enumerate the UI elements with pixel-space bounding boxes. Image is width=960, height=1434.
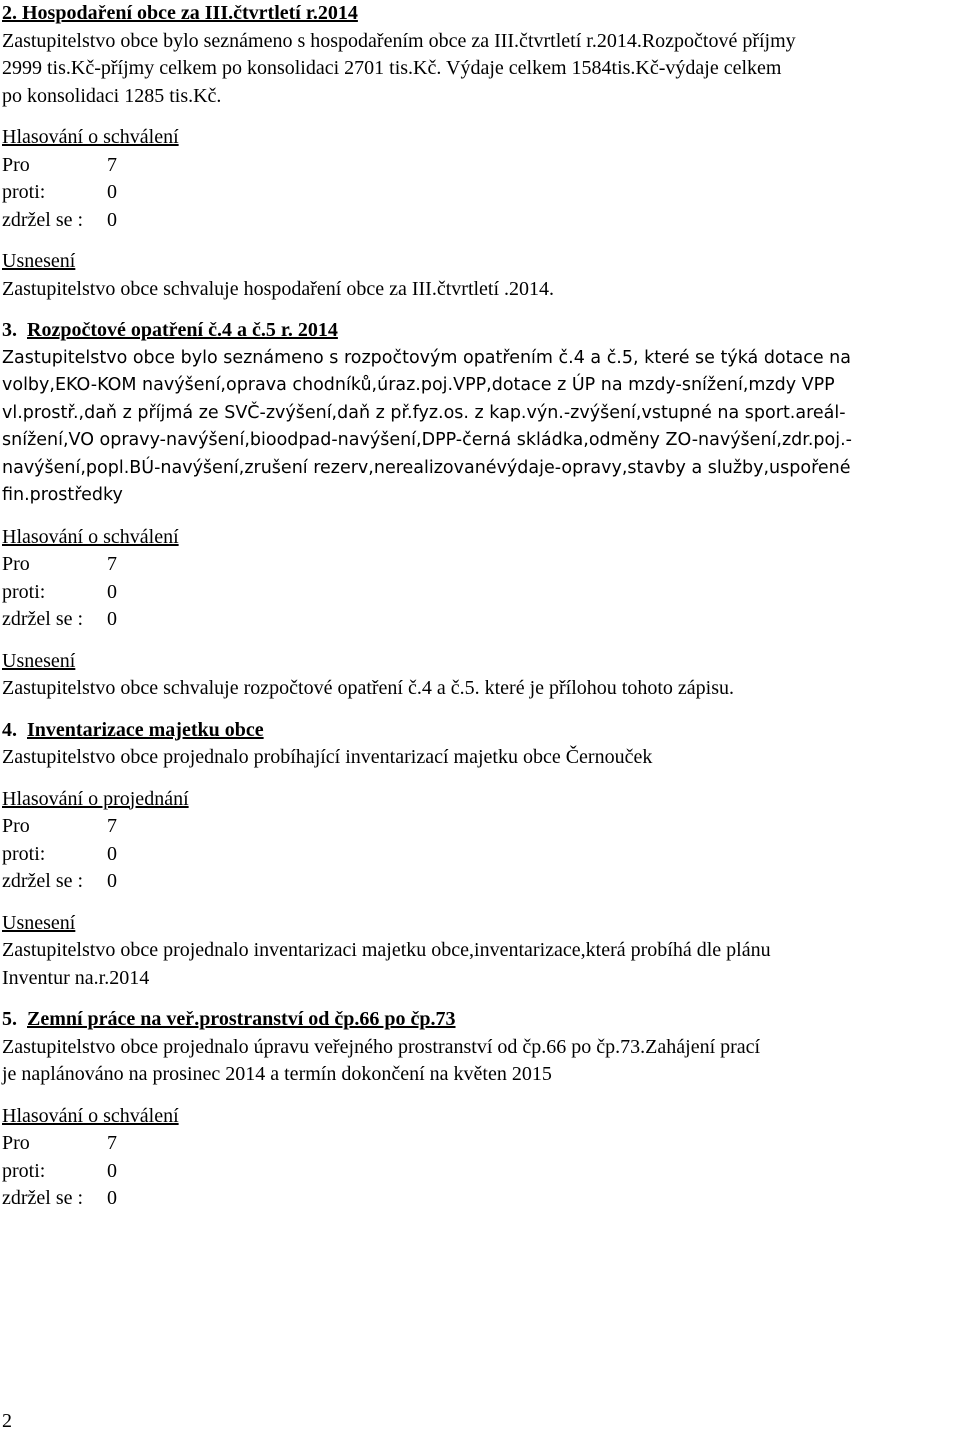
section-3-heading [2, 317, 952, 345]
vote-proti-value: 0 [107, 580, 117, 603]
section-4-heading-num: 4. [2, 718, 17, 741]
section-3-vote-pro [2, 551, 952, 579]
section-2-vote-pro [2, 152, 952, 180]
section-3-body-line-3: vl.prostř.,daň z příjmá ze SVČ-zvýšení,daň z př.fyz.os. z kap.výn.-zvýšení,vstupné na sport.areál- [2, 402, 846, 423]
section-4-vote-proti [2, 841, 952, 869]
vote-proti-value: 0 [107, 842, 117, 865]
section-2-resolution-title: Usnesení [2, 250, 76, 272]
section-3-vote-zdrzel [2, 606, 952, 634]
section-2-heading: 2. Hospodaření obce za III.čtvrtletí r.2014 [2, 2, 358, 24]
section-5-body-line-2: je naplánováno na prosinec 2014 a termín dokončení na květen 2015 [2, 1063, 552, 1085]
vote-pro-label: Pro [2, 553, 30, 575]
vote-zdrzel-label: zdržel se : [2, 208, 84, 231]
section-4-vote-pro [2, 813, 952, 841]
section-5-vote-pro [2, 1130, 952, 1158]
section-4-vote-zdrzel [2, 868, 952, 896]
section-3-body-line-6: fin.prostředky [2, 485, 123, 505]
section-2-vote-proti [2, 179, 952, 207]
vote-pro-label: Pro [2, 815, 30, 837]
section-3-body-line-4: snížení,VO opravy-navýšení,bioodpad-navýšení,DPP-černá skládka,odměny ZO-navýšení,zdr.poj.- [2, 430, 852, 450]
section-5-vote-zdrzel [2, 1185, 952, 1213]
section-4-resolution-title: Usnesení [2, 911, 76, 934]
section-5-vote-proti [2, 1158, 952, 1186]
section-3-body-line-5: navýšení,popl.BÚ-navýšení,zrušení rezerv,nerealizovanévýdaje-opravy,stavby a služby,uspořené [2, 457, 851, 478]
section-3-vote-proti [2, 579, 952, 607]
vote-pro-value: 7 [107, 153, 117, 176]
section-5-vote-title: Hlasování o schválení [2, 1104, 179, 1127]
vote-proti-label: proti: [2, 181, 46, 203]
vote-proti-value: 0 [107, 1159, 117, 1182]
section-4-vote-title: Hlasování o projednání [2, 787, 189, 810]
vote-proti-label: proti: [2, 580, 46, 603]
section-3-vote-title: Hlasování o schválení [2, 525, 179, 548]
vote-pro-label: Pro [2, 153, 30, 176]
section-3-resolution: Zastupitelstvo obce schvaluje rozpočtové opatření č.4 a č.5. které je přílohou tohoto zápisu. [2, 677, 734, 699]
vote-zdrzel-label: zdržel se : [2, 870, 84, 892]
vote-zdrzel-value: 0 [107, 1187, 117, 1209]
section-2-vote-zdrzel [2, 207, 952, 235]
section-5-heading-num: 5. [2, 1008, 17, 1030]
vote-pro-value: 7 [107, 553, 117, 575]
vote-proti-label: proti: [2, 842, 46, 865]
section-2-body-line-2: 2999 tis.Kč-příjmy celkem po konsolidaci 2701 tis.Kč. Výdaje celkem 1584tis.Kč-výdaje celkem [2, 57, 782, 79]
section-3-resolution-title: Usnesení [2, 649, 76, 672]
vote-proti-value: 0 [107, 181, 117, 203]
section-4-heading [2, 717, 952, 745]
vote-zdrzel-value: 0 [107, 870, 117, 892]
section-3-heading-num: 3. [2, 319, 17, 341]
section-4-resolution-line-2: Inventur na.r.2014 [2, 966, 150, 989]
section-2-resolution: Zastupitelstvo obce schvaluje hospodaření obce za III.čtvrtletí .2014. [2, 277, 555, 300]
section-2-body-line-1: Zastupitelstvo obce bylo seznámeno s hospodařením obce za III.čtvrtletí r.2014.Rozpočtové příjmy [2, 29, 796, 52]
section-4-body-line-1: Zastupitelstvo obce projednalo probíhající inventarizací majetku obce Černouček [2, 746, 653, 768]
section-4-resolution-line-1: Zastupitelstvo obce projednalo inventarizaci majetku obce,inventarizace,která probíhá dle plánu [2, 939, 771, 961]
section-2-body-line-3: po konsolidaci 1285 tis.Kč. [2, 84, 222, 107]
page-number: 2 [2, 1410, 12, 1432]
section-5-heading-text: Zemní práce na veř.prostranství od čp.66 po čp.73 [27, 1008, 456, 1030]
section-4-heading-text: Inventarizace majetku obce [27, 718, 264, 741]
vote-pro-label: Pro [2, 1132, 30, 1154]
section-3-heading-text: Rozpočtové opatření č.4 a č.5 r. 2014 [27, 319, 338, 341]
section-5-body-line-1: Zastupitelstvo obce projednalo úpravu veřejného prostranství od čp.66 po čp.73.Zahájení prací [2, 1035, 761, 1058]
vote-zdrzel-value: 0 [107, 208, 117, 231]
vote-pro-value: 7 [107, 1132, 117, 1154]
section-2-vote-title: Hlasování o schválení [2, 126, 179, 148]
document-page [2, 0, 952, 1213]
vote-pro-value: 7 [107, 815, 117, 837]
section-3-body-line-1: Zastupitelstvo obce bylo seznámeno s rozpočtovým opatřením č.4 a č.5, které se týká dotace na [2, 347, 851, 368]
vote-zdrzel-label: zdržel se : [2, 1187, 84, 1209]
section-5-heading [2, 1006, 952, 1034]
section-3-body-line-2: volby,EKO-KOM navýšení,oprava chodníků,úraz.poj.VPP,dotace z ÚP na mzdy-snížení,mzdy VPP [2, 375, 835, 395]
vote-zdrzel-label: zdržel se : [2, 608, 84, 630]
vote-zdrzel-value: 0 [107, 608, 117, 630]
vote-proti-label: proti: [2, 1159, 46, 1182]
